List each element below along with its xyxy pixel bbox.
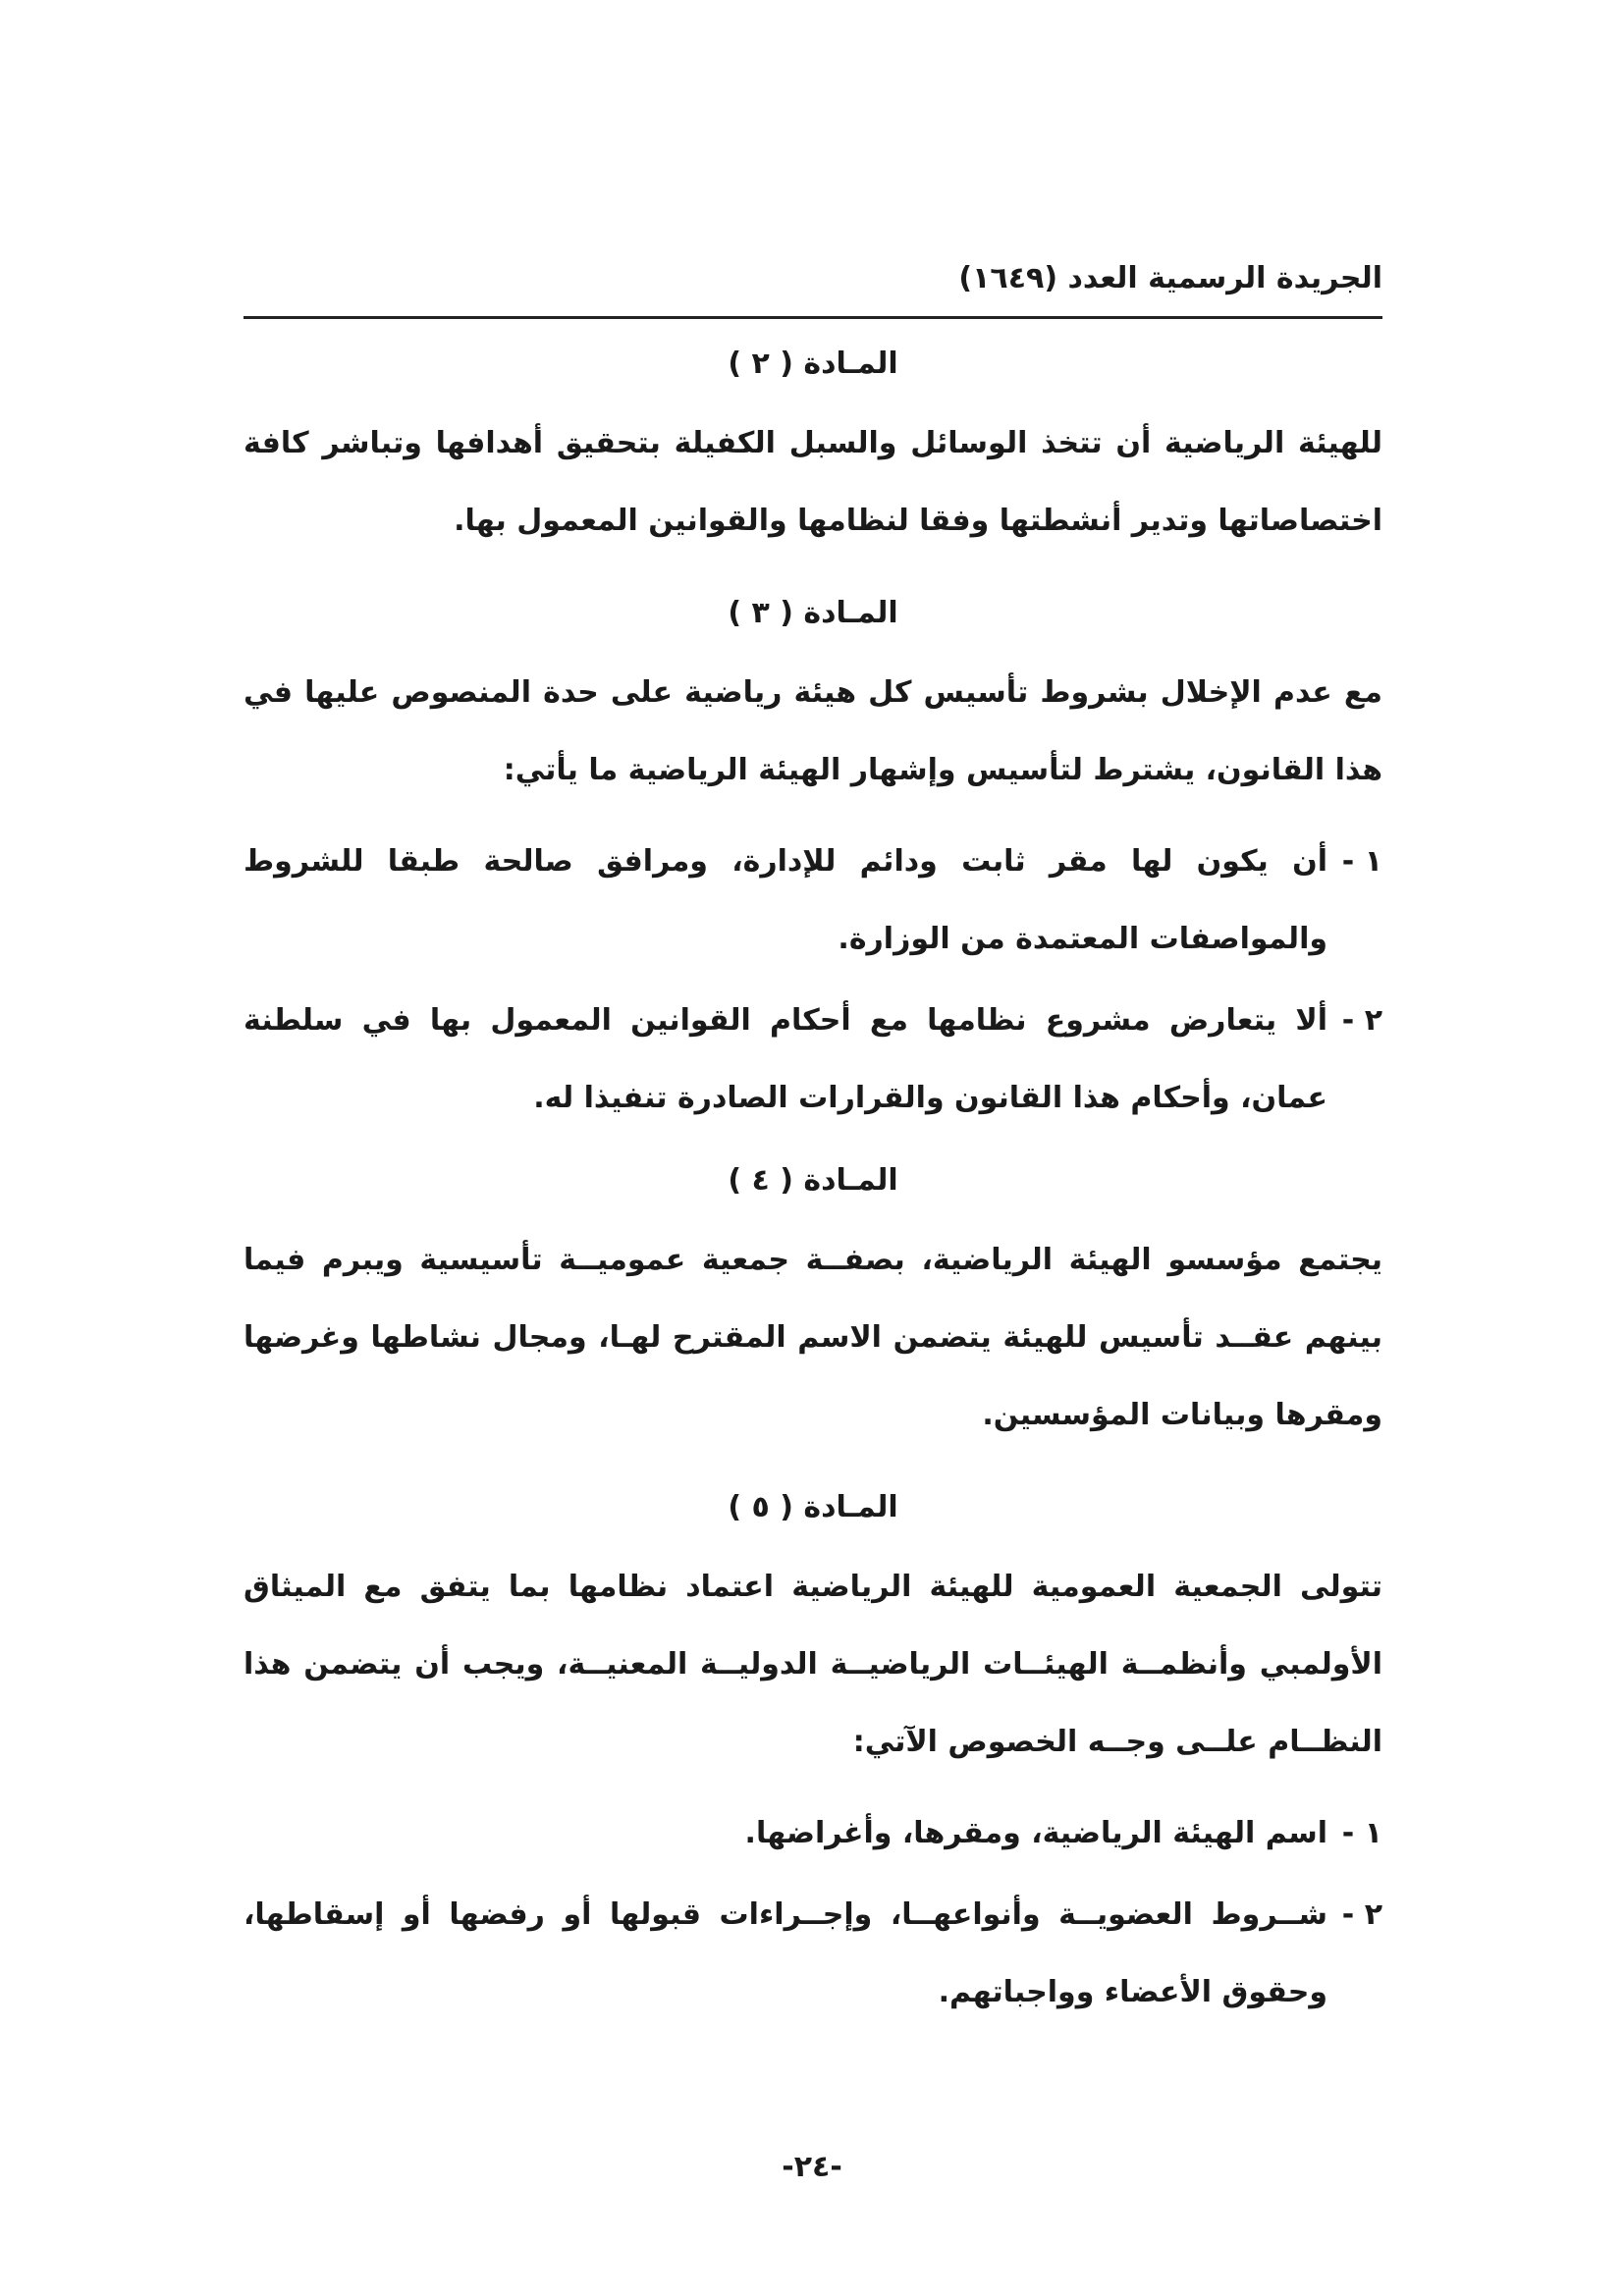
list-item-number: ٢ - [1341,1897,1382,1932]
page-number: -٢٤- [782,2150,842,2184]
article-title: المـادة ( ٣ ) [728,596,898,630]
list-item [244,982,1382,1137]
article-title: المـادة ( ٤ ) [728,1163,898,1198]
article-5 [244,1468,1382,2031]
article-paragraph: للهيئة الرياضية أن تتخذ الوسائل والسبل الكفيلة بتحقيق أهدافها وتباشر كافة اختصاصاتها وتدير أنشطتها وفقا لنظامها والقوانين المعمول بها. [244,426,1382,538]
list-item [244,1794,1382,1872]
list-item-text: شــروط العضويــة وأنواعهــا، وإجــراءات قبولها أو رفضها أو إسقاطها، وحقوق الأعضاء وواجباتهم. [244,1897,1327,2009]
page-content [244,324,1382,2035]
list-item-text: أن يكون لها مقر ثابت ودائم للإدارة، ومرافق صالحة طبقا للشروط والمواصفات المعتمدة من الوزارة. [244,844,1327,956]
list-item-text: ألا يتعارض مشروع نظامها مع أحكام القوانين المعمول بها في سلطنة عمان، وأحكام هذا القانون والقرارات الصادرة تنفيذا له. [244,1003,1327,1115]
article-title: المـادة ( ٢ ) [728,347,898,381]
list-item-number: ٢ - [1341,1003,1382,1038]
list-item-text: اسم الهيئة الرياضية، ومقرها، وأغراضها. [744,1816,1327,1850]
article-paragraph: يجتمع مؤسسو الهيئة الرياضية، بصفــة جمعية عموميــة تأسيسية ويبرم فيما بينهم عقــد تأسيس للهيئة يتضمن الاسم المقترح لهـا، ومجال نشاطها وغرضها ومقرها وبيانات المؤسسين. [244,1243,1382,1432]
article-3 [244,573,1382,1137]
list-item-number: ١ - [1341,844,1382,879]
article-paragraph: تتولى الجمعية العمومية للهيئة الرياضية اعتماد نظامها بما يتفق مع الميثاق الأولمبي وأنظمــة الهيئــات الرياضيــة الدوليــة المعنيــة، ويجب أن يتضمن هذا النظــام علــى وجــه الخصوص الآتي: [244,1570,1382,1759]
list-item-number: ١ - [1341,1816,1382,1850]
article-paragraph: مع عدم الإخلال بشروط تأسيس كل هيئة رياضية على حدة المنصوص عليها في هذا القانون، يشترط لتأسيس وإشهار الهيئة الرياضية ما يأتي: [244,675,1382,787]
page-header [244,257,1382,319]
article-title: المـادة ( ٥ ) [728,1490,898,1524]
list-item [244,1876,1382,2031]
article-2 [244,324,1382,560]
header-title: الجريدة الرسمية العدد (١٦٤٩) [958,261,1382,295]
list-item [244,823,1382,978]
article-4 [244,1141,1382,1454]
